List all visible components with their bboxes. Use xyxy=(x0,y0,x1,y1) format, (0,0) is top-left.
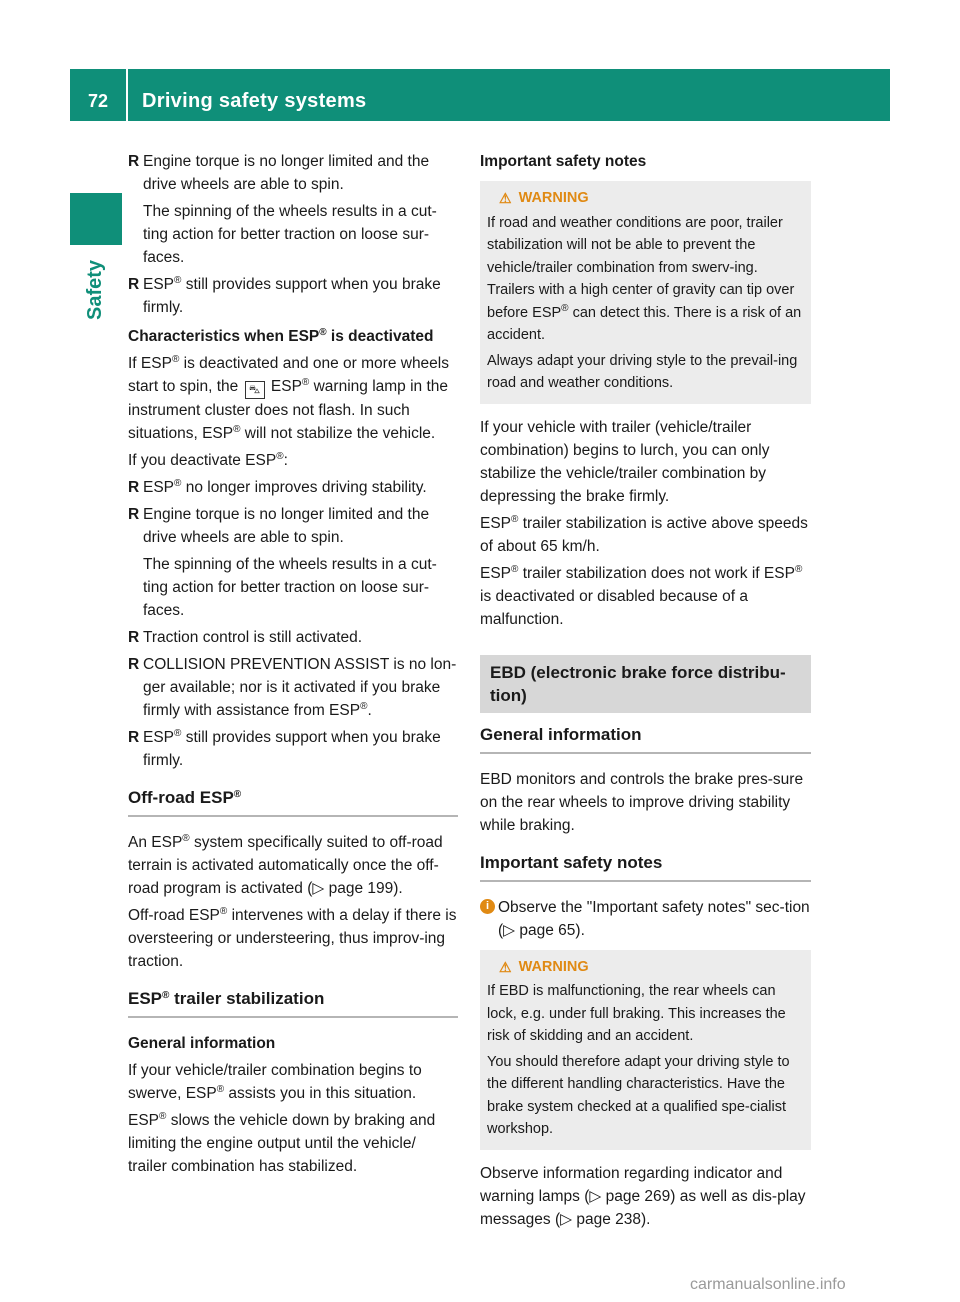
warning-triangle-icon: ⚠ xyxy=(499,190,512,206)
list-item: R Traction control is still activated. xyxy=(128,629,363,646)
page-header xyxy=(70,69,890,121)
heading-general-information: General information xyxy=(480,723,811,754)
side-tab-label: Safety xyxy=(84,259,106,320)
header-divider xyxy=(126,69,128,121)
side-tab-block xyxy=(70,193,122,245)
paragraph: An ESP® system specifically suited to off-road terrain is activated automatically once the off-road program is activated (▷ page 199). xyxy=(128,833,443,897)
warning-triangle-icon: ⚠ xyxy=(499,958,512,975)
paragraph: ESP® slows the vehicle down by braking and limiting the engine output until the vehicle/ trailer combination has stabilized. xyxy=(128,1111,436,1175)
warning-title: ⚠ WARNING xyxy=(487,187,804,210)
warning-text: If EBD is malfunctioning, the rear wheels can lock, e.g. under full braking. This increases the risk of skidding and an accident. xyxy=(487,983,786,1044)
section-title: Driving safety systems xyxy=(142,90,367,112)
left-column xyxy=(128,150,458,1182)
list-item: R ESP® still provides support when you brake firmly. xyxy=(128,275,441,316)
list-item: R Engine torque is no longer limited and the drive wheels are able to spin. xyxy=(128,506,430,546)
paragraph: Off-road ESP® intervenes with a delay if there is oversteering or understeering, thus improv-ing traction. xyxy=(128,906,457,970)
heading-general-information: General information xyxy=(128,1035,276,1052)
list-item: R ESP® still provides support when you brake firmly. xyxy=(128,728,441,769)
info-note: i Observe the "Important safety notes" sec-tion (▷ page 65). xyxy=(480,896,811,942)
paragraph: If your vehicle with trailer (vehicle/trailer combination) begins to lurch, you can only stabilize the vehicle/trailer combination by depressing the brake firmly. xyxy=(480,418,770,505)
paragraph: Observe information regarding indicator and warning lamps (▷ page 269) as well as dis-play messages (▷ page 238). xyxy=(480,1164,806,1228)
heading-ebd: EBD (electronic brake force distribu-tion) xyxy=(480,655,811,713)
list-item-sub: The spinning of the wheels results in a cut-ting action for better traction on loose sur-faces. xyxy=(143,203,437,266)
paragraph: If ESP® is deactivated and one or more wheels start to spin, the ⛍ ESP® warning lamp in the instrument cluster does not flash. In such situations, ESP® will not stabilize the vehicle. xyxy=(128,354,449,442)
paragraph: ESP® trailer stabilization is active above speeds of about 65 km/h. xyxy=(480,513,808,555)
page-number: 72 xyxy=(88,91,109,111)
list-item: R ESP® no longer improves driving stability. xyxy=(128,478,427,496)
list-item: R Engine torque is no longer limited and the drive wheels are able to spin. xyxy=(128,153,430,193)
paragraph: If you deactivate ESP®: xyxy=(128,451,288,469)
info-icon: i xyxy=(480,899,495,914)
heading-important-safety-notes: Important safety notes xyxy=(480,851,811,882)
watermark: carmanualsonline.info xyxy=(690,1276,846,1293)
heading-trailer-stabilization: ESP® trailer stabilization xyxy=(128,987,458,1018)
list-item: R COLLISION PREVENTION ASSIST is no lon-ger available; nor is it activated if you brake firmly with assistance from ESP®. xyxy=(128,656,457,719)
warning-box xyxy=(480,181,811,404)
warning-text: Always adapt your driving style to the prevail-ing road and weather conditions. xyxy=(487,352,798,391)
warning-box xyxy=(480,950,811,1150)
heading-important-safety-notes: Important safety notes xyxy=(480,153,647,170)
warning-text: You should therefore adapt your driving style to the different handling characteristics. Have the brake system checked at a qualified spe-cialist workshop. xyxy=(487,1053,790,1137)
warning-title: ⚠ WARNING xyxy=(487,956,804,979)
esp-warning-lamp-icon: ⛍ xyxy=(245,381,265,399)
right-column xyxy=(480,150,811,1235)
paragraph: ESP® trailer stabilization does not work if ESP® is deactivated or disabled because of a malfunction. xyxy=(480,563,803,628)
list-item-sub: The spinning of the wheels results in a cut-ting action for better traction on loose sur-faces. xyxy=(143,556,437,619)
heading-characteristics: Characteristics when ESP® is deactivated xyxy=(128,327,434,345)
warning-text: If road and weather conditions are poor, trailer stabilization will not be able to prevent the vehicle/trailer combination from swerv-ing. Trailers with a high center of gravity can tip over before ESP® can detect this. There is a risk of an accident. xyxy=(487,214,802,343)
heading-offroad-esp: Off-road ESP® xyxy=(128,786,458,817)
paragraph: EBD monitors and controls the brake pres-sure on the rear wheels to improve driving stability while braking. xyxy=(480,770,804,834)
paragraph: If your vehicle/trailer combination begins to swerve, ESP® assists you in this situation. xyxy=(128,1062,422,1102)
